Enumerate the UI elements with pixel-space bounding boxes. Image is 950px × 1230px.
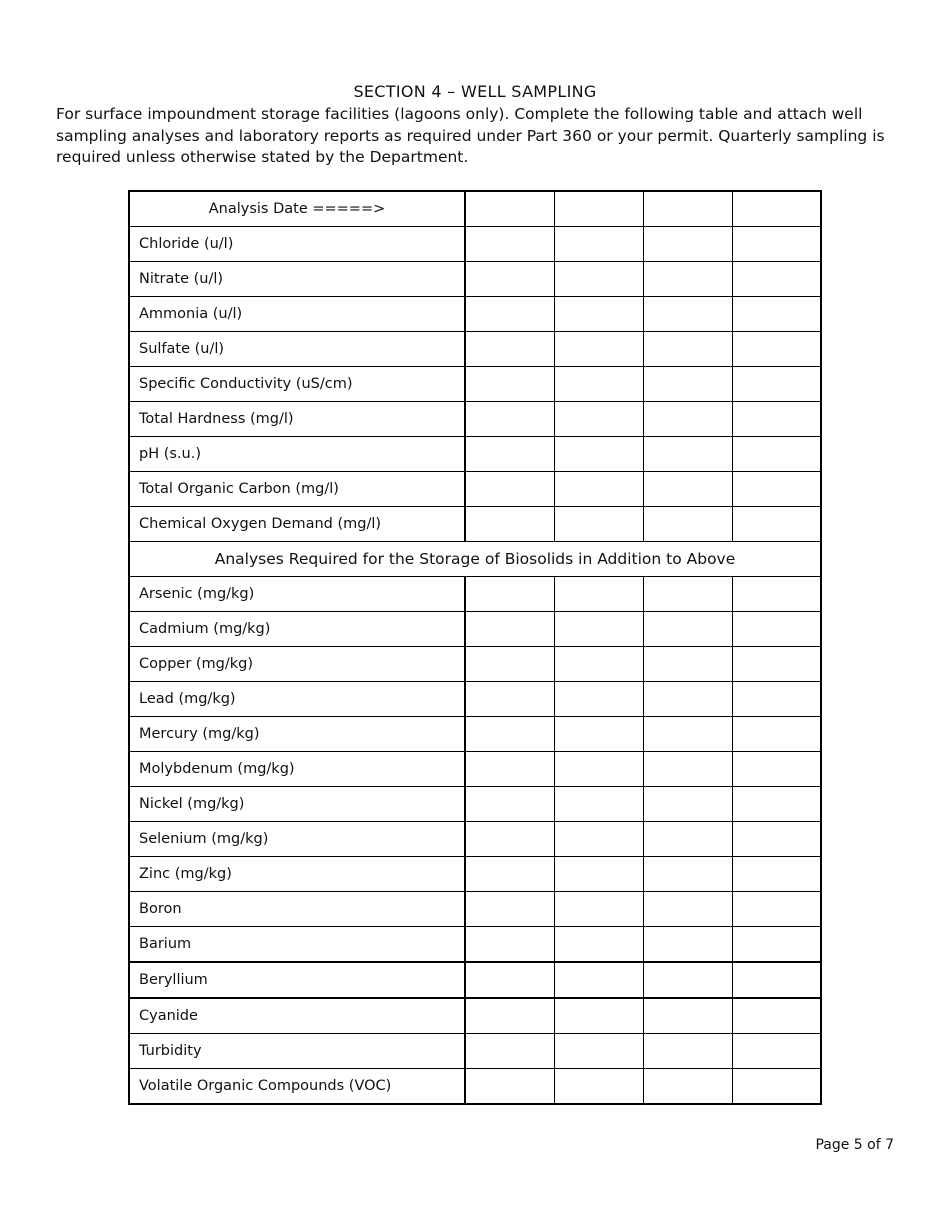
biosolids-parameter-label: Zinc (mg/kg) bbox=[129, 857, 465, 892]
result-cell-3[interactable] bbox=[643, 682, 732, 717]
table-row bbox=[129, 507, 821, 542]
result-cell-1[interactable] bbox=[465, 332, 554, 367]
result-cell-1[interactable] bbox=[465, 1069, 554, 1105]
analysis-date-cell-2[interactable] bbox=[554, 191, 643, 227]
table-row bbox=[129, 332, 821, 367]
result-cell-4[interactable] bbox=[732, 857, 821, 892]
result-cell-3[interactable] bbox=[643, 892, 732, 927]
table-row bbox=[129, 962, 821, 998]
result-cell-3[interactable] bbox=[643, 822, 732, 857]
result-cell-4[interactable] bbox=[732, 402, 821, 437]
result-cell-1[interactable] bbox=[465, 367, 554, 402]
result-cell-2[interactable] bbox=[554, 227, 643, 262]
result-cell-2[interactable] bbox=[554, 962, 643, 998]
result-cell-4[interactable] bbox=[732, 472, 821, 507]
analysis-date-cell-3[interactable] bbox=[643, 191, 732, 227]
result-cell-1[interactable] bbox=[465, 577, 554, 612]
result-cell-4[interactable] bbox=[732, 612, 821, 647]
result-cell-1[interactable] bbox=[465, 402, 554, 437]
table-row bbox=[129, 857, 821, 892]
result-cell-4[interactable] bbox=[732, 892, 821, 927]
groundwater-parameter-label: Chloride (u/l) bbox=[129, 227, 465, 262]
result-cell-1[interactable] bbox=[465, 472, 554, 507]
result-cell-4[interactable] bbox=[732, 437, 821, 472]
groundwater-parameter-label: pH (s.u.) bbox=[129, 437, 465, 472]
result-cell-1[interactable] bbox=[465, 297, 554, 332]
biosolids-parameter-label: Nickel (mg/kg) bbox=[129, 787, 465, 822]
table-row bbox=[129, 227, 821, 262]
result-cell-3[interactable] bbox=[643, 227, 732, 262]
table-row bbox=[129, 402, 821, 437]
result-cell-4[interactable] bbox=[732, 717, 821, 752]
result-cell-1[interactable] bbox=[465, 998, 554, 1034]
biosolids-parameter-label: Volatile Organic Compounds (VOC) bbox=[129, 1069, 465, 1105]
result-cell-3[interactable] bbox=[643, 262, 732, 297]
result-cell-2[interactable] bbox=[554, 717, 643, 752]
result-cell-3[interactable] bbox=[643, 577, 732, 612]
result-cell-2[interactable] bbox=[554, 892, 643, 927]
result-cell-4[interactable] bbox=[732, 787, 821, 822]
result-cell-2[interactable] bbox=[554, 682, 643, 717]
groundwater-parameter-label: Total Hardness (mg/l) bbox=[129, 402, 465, 437]
result-cell-3[interactable] bbox=[643, 402, 732, 437]
result-cell-4[interactable] bbox=[732, 752, 821, 787]
result-cell-1[interactable] bbox=[465, 262, 554, 297]
biosolids-parameter-label: Turbidity bbox=[129, 1034, 465, 1069]
result-cell-1[interactable] bbox=[465, 787, 554, 822]
result-cell-2[interactable] bbox=[554, 787, 643, 822]
result-cell-1[interactable] bbox=[465, 612, 554, 647]
result-cell-4[interactable] bbox=[732, 962, 821, 998]
result-cell-2[interactable] bbox=[554, 332, 643, 367]
result-cell-2[interactable] bbox=[554, 927, 643, 963]
result-cell-2[interactable] bbox=[554, 612, 643, 647]
result-cell-4[interactable] bbox=[732, 262, 821, 297]
result-cell-4[interactable] bbox=[732, 1069, 821, 1105]
table-row bbox=[129, 647, 821, 682]
page-number: Page 5 of 7 bbox=[815, 1137, 894, 1153]
result-cell-2[interactable] bbox=[554, 472, 643, 507]
result-cell-1[interactable] bbox=[465, 227, 554, 262]
result-cell-1[interactable] bbox=[465, 892, 554, 927]
result-cell-4[interactable] bbox=[732, 227, 821, 262]
result-cell-4[interactable] bbox=[732, 927, 821, 963]
result-cell-4[interactable] bbox=[732, 367, 821, 402]
result-cell-2[interactable] bbox=[554, 752, 643, 787]
groundwater-parameter-label: Specific Conductivity (uS/cm) bbox=[129, 367, 465, 402]
result-cell-3[interactable] bbox=[643, 962, 732, 998]
biosolids-parameter-label: Molybdenum (mg/kg) bbox=[129, 752, 465, 787]
groundwater-parameter-label: Ammonia (u/l) bbox=[129, 297, 465, 332]
biosolids-heading: Analyses Required for the Storage of Biosolids in Addition to Above bbox=[129, 542, 821, 577]
result-cell-1[interactable] bbox=[465, 717, 554, 752]
table-row bbox=[129, 297, 821, 332]
biosolids-parameter-label: Mercury (mg/kg) bbox=[129, 717, 465, 752]
result-cell-2[interactable] bbox=[554, 262, 643, 297]
result-cell-1[interactable] bbox=[465, 682, 554, 717]
result-cell-1[interactable] bbox=[465, 927, 554, 963]
table-row bbox=[129, 1034, 821, 1069]
result-cell-3[interactable] bbox=[643, 472, 732, 507]
biosolids-parameter-label: Boron bbox=[129, 892, 465, 927]
table-row bbox=[129, 822, 821, 857]
result-cell-4[interactable] bbox=[732, 507, 821, 542]
result-cell-2[interactable] bbox=[554, 367, 643, 402]
result-cell-2[interactable] bbox=[554, 577, 643, 612]
table-row bbox=[129, 892, 821, 927]
result-cell-2[interactable] bbox=[554, 998, 643, 1034]
biosolids-parameter-label: Beryllium bbox=[129, 962, 465, 998]
result-cell-4[interactable] bbox=[732, 998, 821, 1034]
result-cell-4[interactable] bbox=[732, 682, 821, 717]
result-cell-3[interactable] bbox=[643, 927, 732, 963]
result-cell-3[interactable] bbox=[643, 507, 732, 542]
result-cell-4[interactable] bbox=[732, 822, 821, 857]
biosolids-parameter-label: Copper (mg/kg) bbox=[129, 647, 465, 682]
result-cell-2[interactable] bbox=[554, 1069, 643, 1105]
biosolids-parameter-label: Barium bbox=[129, 927, 465, 963]
biosolids-parameter-label: Cyanide bbox=[129, 998, 465, 1034]
result-cell-3[interactable] bbox=[643, 332, 732, 367]
table-row bbox=[129, 577, 821, 612]
result-cell-1[interactable] bbox=[465, 857, 554, 892]
biosolids-parameter-label: Selenium (mg/kg) bbox=[129, 822, 465, 857]
analysis-date-cell-1[interactable] bbox=[465, 191, 554, 227]
table-row bbox=[129, 752, 821, 787]
result-cell-2[interactable] bbox=[554, 1034, 643, 1069]
table-body bbox=[129, 191, 821, 1104]
table-row bbox=[129, 717, 821, 752]
result-cell-3[interactable] bbox=[643, 998, 732, 1034]
table-row bbox=[129, 1069, 821, 1105]
section-title: SECTION 4 – WELL SAMPLING bbox=[353, 82, 597, 101]
result-cell-2[interactable] bbox=[554, 857, 643, 892]
table-row bbox=[129, 787, 821, 822]
result-cell-3[interactable] bbox=[643, 1034, 732, 1069]
result-cell-4[interactable] bbox=[732, 647, 821, 682]
analysis-date-label: Analysis Date =====> bbox=[129, 191, 465, 227]
result-cell-3[interactable] bbox=[643, 857, 732, 892]
result-cell-3[interactable] bbox=[643, 367, 732, 402]
biosolids-parameter-label: Lead (mg/kg) bbox=[129, 682, 465, 717]
result-cell-1[interactable] bbox=[465, 752, 554, 787]
table-row bbox=[129, 998, 821, 1034]
result-cell-3[interactable] bbox=[643, 437, 732, 472]
result-cell-2[interactable] bbox=[554, 402, 643, 437]
result-cell-3[interactable] bbox=[643, 752, 732, 787]
biosolids-parameter-label: Cadmium (mg/kg) bbox=[129, 612, 465, 647]
analysis-date-cell-4[interactable] bbox=[732, 191, 821, 227]
result-cell-4[interactable] bbox=[732, 577, 821, 612]
result-cell-2[interactable] bbox=[554, 507, 643, 542]
groundwater-parameter-label: Chemical Oxygen Demand (mg/l) bbox=[129, 507, 465, 542]
result-cell-4[interactable] bbox=[732, 332, 821, 367]
table-row bbox=[129, 927, 821, 963]
groundwater-parameter-label: Nitrate (u/l) bbox=[129, 262, 465, 297]
result-cell-1[interactable] bbox=[465, 822, 554, 857]
result-cell-4[interactable] bbox=[732, 297, 821, 332]
result-cell-3[interactable] bbox=[643, 612, 732, 647]
result-cell-2[interactable] bbox=[554, 647, 643, 682]
groundwater-parameter-label: Total Organic Carbon (mg/l) bbox=[129, 472, 465, 507]
result-cell-1[interactable] bbox=[465, 962, 554, 998]
result-cell-2[interactable] bbox=[554, 437, 643, 472]
result-cell-2[interactable] bbox=[554, 822, 643, 857]
biosolids-heading-row bbox=[129, 542, 821, 577]
result-cell-1[interactable] bbox=[465, 647, 554, 682]
result-cell-3[interactable] bbox=[643, 717, 732, 752]
groundwater-parameter-label: Sulfate (u/l) bbox=[129, 332, 465, 367]
result-cell-3[interactable] bbox=[643, 647, 732, 682]
table-row bbox=[129, 472, 821, 507]
result-cell-4[interactable] bbox=[732, 1034, 821, 1069]
table-row bbox=[129, 682, 821, 717]
table-row bbox=[129, 367, 821, 402]
table-row bbox=[129, 612, 821, 647]
biosolids-parameter-label: Arsenic (mg/kg) bbox=[129, 577, 465, 612]
intro-paragraph: For surface impoundment storage facilities (lagoons only). Complete the following table and attach well sampling analyses and laboratory reports as required under Part 360 or your permit. Quarterly sampling is required unless otherwise stated by the Department. bbox=[56, 105, 885, 166]
result-cell-3[interactable] bbox=[643, 297, 732, 332]
result-cell-1[interactable] bbox=[465, 507, 554, 542]
result-cell-3[interactable] bbox=[643, 1069, 732, 1105]
header-row bbox=[129, 191, 821, 227]
result-cell-3[interactable] bbox=[643, 787, 732, 822]
result-cell-1[interactable] bbox=[465, 1034, 554, 1069]
result-cell-2[interactable] bbox=[554, 297, 643, 332]
table-row bbox=[129, 437, 821, 472]
result-cell-1[interactable] bbox=[465, 437, 554, 472]
table-row bbox=[129, 262, 821, 297]
well-sampling-table bbox=[128, 190, 822, 1105]
